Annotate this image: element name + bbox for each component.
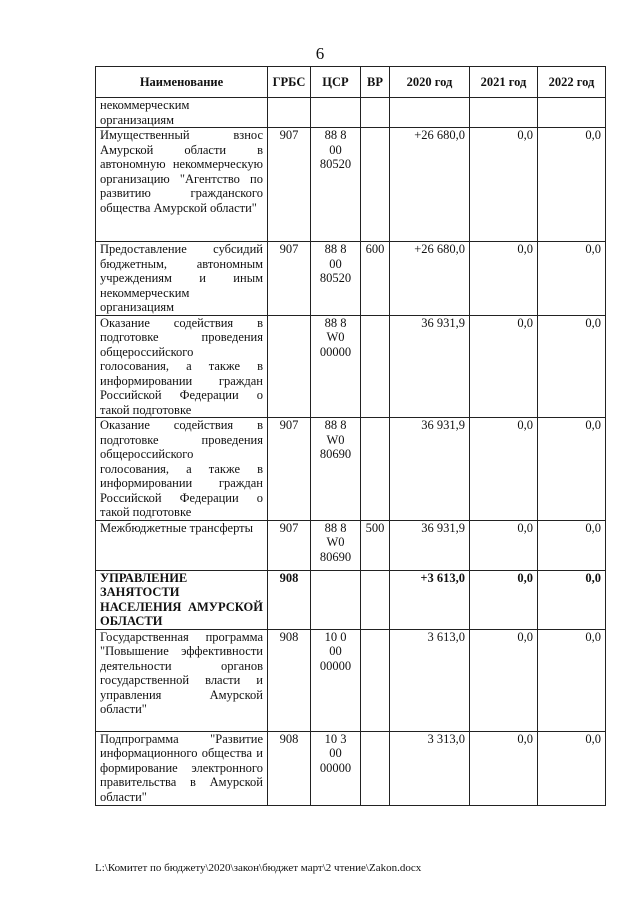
cell-2021: 0,0 [470,570,538,629]
cell-grbs: 907 [268,242,311,316]
cell-2021: 0,0 [470,731,538,805]
cell-name: Предоставление субсидий бюджетным, автономным учреждениям и иным некоммерческим организациям [96,242,268,316]
cell-2020: 36 931,9 [390,418,470,521]
cell-grbs [268,315,311,418]
budget-table [95,66,606,806]
cell-name: Имущественный взнос Амурской области в автономную некоммерческую организацию "Агентство по развитию гражданского общества Амурской области" [96,128,268,242]
header-name: Наименование [96,67,268,98]
cell-name: Государственная программа "Повышение эффективности деятельности органов государственной власти и управления Амурской области" [96,629,268,731]
table-row [96,418,606,521]
cell-csr: 10 0 00 00000 [311,629,361,731]
cell-2022: 0,0 [538,242,606,316]
cell-2022: 0,0 [538,128,606,242]
cell-grbs: 907 [268,418,311,521]
table-row [96,315,606,418]
header-vr: ВР [361,67,390,98]
cell-2021: 0,0 [470,315,538,418]
table-row [96,242,606,316]
cell-vr [361,731,390,805]
cell-2022: 0,0 [538,731,606,805]
table-header-row [96,67,606,98]
cell-2020: +3 613,0 [390,570,470,629]
cell-csr: 88 8 W0 00000 [311,315,361,418]
cell-2022: 0,0 [538,418,606,521]
cell-csr: 88 8 W0 80690 [311,418,361,521]
cell-vr [361,570,390,629]
cell-csr [311,98,361,128]
header-2022: 2022 год [538,67,606,98]
cell-name: Подпрограмма "Развитие информационного общества и формирование электронного правительства в Амурской области" [96,731,268,805]
header-2021: 2021 год [470,67,538,98]
cell-2020: +26 680,0 [390,128,470,242]
header-2020: 2020 год [390,67,470,98]
cell-csr: 88 8 00 80520 [311,242,361,316]
cell-vr [361,315,390,418]
cell-vr [361,98,390,128]
cell-2021: 0,0 [470,629,538,731]
cell-2022 [538,98,606,128]
cell-2020 [390,98,470,128]
table-row [96,128,606,242]
cell-grbs: 908 [268,570,311,629]
page-number: 6 [315,44,325,63]
cell-2022: 0,0 [538,315,606,418]
cell-2022: 0,0 [538,520,606,570]
cell-2021 [470,98,538,128]
cell-2020: 36 931,9 [390,520,470,570]
table-row [96,98,606,128]
cell-grbs [268,98,311,128]
cell-name: УПРАВЛЕНИЕ ЗАНЯТОСТИ НАСЕЛЕНИЯ АМУРСКОЙ ОБЛАСТИ [96,570,268,629]
table-row-section [96,570,606,629]
table-row [96,731,606,805]
cell-csr: 88 8 00 80520 [311,128,361,242]
file-path-footer: L:\Комитет по бюджету\2020\закон\бюджет март\2 чтение\Zakon.docx [95,862,422,874]
cell-2021: 0,0 [470,128,538,242]
cell-vr: 500 [361,520,390,570]
table-row [96,629,606,731]
cell-2021: 0,0 [470,418,538,521]
cell-2020: +26 680,0 [390,242,470,316]
cell-vr [361,128,390,242]
cell-name: Оказание содействия в подготовке проведения общероссийского голосования, а также в информировании граждан Российской Федерации о такой подготовке [96,418,268,521]
cell-2022: 0,0 [538,570,606,629]
cell-2020: 36 931,9 [390,315,470,418]
cell-grbs: 908 [268,629,311,731]
cell-name: некоммерческим организациям [96,98,268,128]
cell-csr [311,570,361,629]
cell-vr [361,629,390,731]
cell-grbs: 907 [268,128,311,242]
cell-name: Оказание содействия в подготовке проведения общероссийского голосования, а также в информировании граждан Российской Федерации о такой подготовке [96,315,268,418]
header-grbs: ГРБС [268,67,311,98]
cell-name: Межбюджетные трансферты [96,520,268,570]
cell-csr: 10 3 00 00000 [311,731,361,805]
cell-2021: 0,0 [470,520,538,570]
header-csr: ЦСР [311,67,361,98]
cell-2021: 0,0 [470,242,538,316]
cell-csr: 88 8 W0 80690 [311,520,361,570]
cell-2022: 0,0 [538,629,606,731]
cell-2020: 3 313,0 [390,731,470,805]
cell-grbs: 907 [268,520,311,570]
cell-vr [361,418,390,521]
cell-grbs: 908 [268,731,311,805]
cell-2020: 3 613,0 [390,629,470,731]
table-row [96,520,606,570]
cell-vr: 600 [361,242,390,316]
